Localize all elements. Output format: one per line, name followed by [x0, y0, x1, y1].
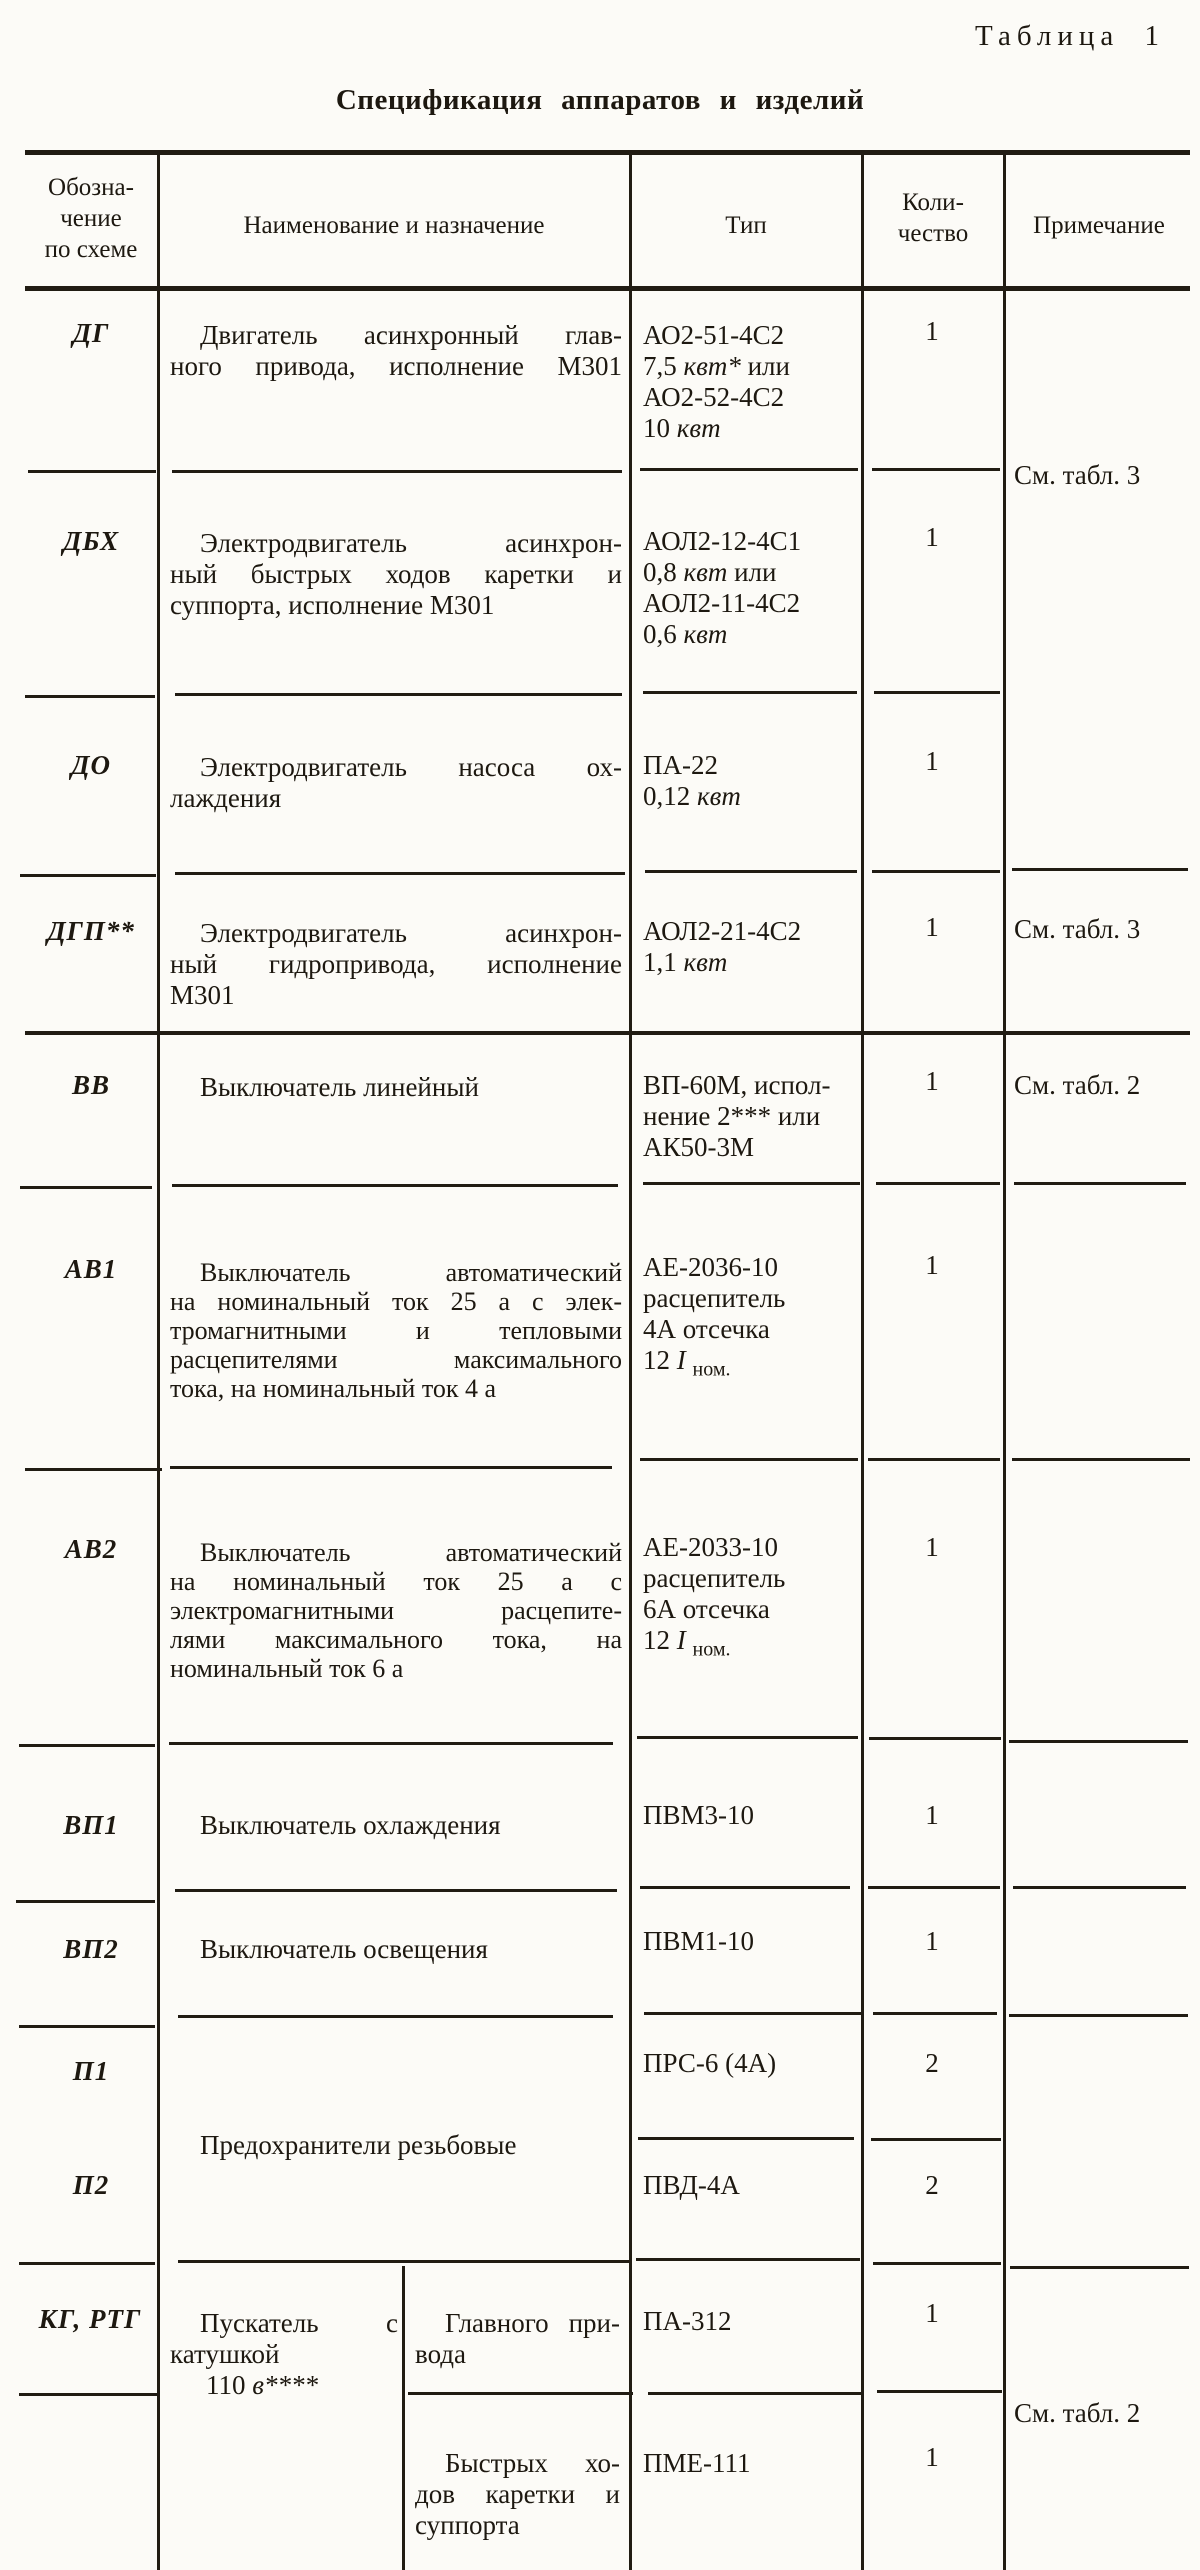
- row-separator: [645, 870, 857, 873]
- name-line: на номинальный ток 25 а с: [170, 1567, 622, 1596]
- type-cell: [643, 1532, 855, 1661]
- type-cell: ПА-312: [643, 2306, 732, 2336]
- name-line: Пускатель с: [200, 2308, 398, 2338]
- type-line: [643, 413, 855, 444]
- type-seg: расцепитель: [643, 1283, 786, 1313]
- type-line: [643, 1926, 855, 1957]
- name-line: номинальный ток 6 а: [170, 1654, 404, 1683]
- column-divider-4: [1003, 150, 1006, 2570]
- type-cell: [643, 750, 855, 812]
- type-seg: АК50-3М: [643, 1132, 755, 1162]
- designation-cell: ВП1: [63, 1810, 119, 1840]
- document-title: Спецификация аппаратов и изделий: [335, 84, 865, 116]
- row-separator: [178, 2015, 613, 2018]
- row-separator: [20, 874, 156, 877]
- name-line: ный гидропривода, исполнение: [170, 949, 622, 979]
- designation-cell: КГ, РТГ: [38, 2304, 142, 2334]
- name-cell: [170, 752, 622, 814]
- row-separator: [640, 1886, 850, 1889]
- type-seg: квт: [676, 413, 721, 443]
- header-bottom-border: [25, 286, 1190, 291]
- row-separator: [25, 1468, 162, 1471]
- row-separator: [640, 1458, 858, 1461]
- designation-cell: П1: [72, 2056, 110, 2086]
- type-line: [643, 1563, 855, 1594]
- type-subscript: ном.: [692, 1358, 731, 1381]
- row-separator: [20, 1186, 152, 1189]
- type-seg: ВП-60М, испол-: [643, 1070, 831, 1100]
- column-header-type: Тип: [725, 212, 767, 239]
- designation-cell: ВВ: [71, 1070, 111, 1100]
- type-line: [643, 1594, 855, 1625]
- name-line: на номинальный ток 25 а с элек-: [170, 1287, 622, 1316]
- name-line: Выключатель автоматический: [200, 1538, 622, 1567]
- name-line: Выключатель автоматический: [200, 1258, 622, 1287]
- name-line: Быстрых хо-: [445, 2448, 620, 2478]
- row-separator: [638, 2137, 854, 2140]
- type-line: [643, 1101, 855, 1132]
- type-seg: квт: [683, 619, 728, 649]
- type-seg: I: [676, 1625, 686, 1655]
- type-seg: или: [727, 557, 777, 587]
- row-separator: [175, 1889, 617, 1892]
- type-seg: 10: [643, 413, 677, 443]
- row-separator: [869, 1737, 1001, 1740]
- row-separator: [178, 2260, 629, 2263]
- name-line: ного привода, исполнение М301: [170, 351, 622, 381]
- designation-cell: АВ2: [64, 1534, 118, 1564]
- name-cell: [170, 1258, 622, 1403]
- column-header-name: Наименование и назначение: [243, 212, 545, 239]
- type-cell: [643, 1070, 855, 1163]
- type-seg: квт: [697, 781, 741, 811]
- type-cell: [643, 1926, 855, 1957]
- name-line: лями максимального тока, на: [170, 1625, 622, 1654]
- type-line: [643, 619, 855, 650]
- type-seg: квт: [683, 947, 728, 977]
- quantity-cell: 1: [925, 2298, 939, 2328]
- type-seg: ПВМ3-10: [643, 1800, 755, 1830]
- name-cell: [170, 2308, 398, 2401]
- type-line: [643, 781, 855, 812]
- note-cell: См. табл. 3: [1014, 914, 1141, 944]
- type-seg: АОЛ2-21-4С2: [643, 916, 802, 946]
- name-cell: [170, 1538, 622, 1683]
- type-line: [643, 916, 855, 947]
- type-seg: АО2-51-4С2: [643, 320, 785, 350]
- type-seg: АЕ-2036-10: [643, 1252, 778, 1282]
- row-separator: [408, 2392, 633, 2395]
- type-line: [643, 1532, 855, 1563]
- sub-name-cell: [415, 2448, 620, 2541]
- name-line: суппорта, исполнение М301: [170, 590, 495, 620]
- row-separator: [877, 2390, 1002, 2393]
- type-line: [643, 1314, 855, 1345]
- designation-cell: П2: [72, 2170, 110, 2200]
- type-line: [643, 557, 855, 588]
- header-line: Коли-: [902, 189, 964, 216]
- row-separator: [871, 2138, 1001, 2141]
- type-seg: расцепитель: [643, 1563, 786, 1593]
- type-line: [643, 1070, 855, 1101]
- name-line: тромагнитными и тепловыми: [170, 1316, 622, 1345]
- column-header-quantity: [864, 187, 1002, 249]
- row-separator: [169, 1742, 613, 1745]
- type-line: [643, 1625, 855, 1661]
- type-seg: 4А отсечка: [643, 1314, 770, 1344]
- row-separator: [1010, 2266, 1189, 2269]
- type-line: [643, 947, 855, 978]
- type-line: [643, 1345, 855, 1381]
- type-seg: 0,6: [643, 619, 684, 649]
- row-separator: [872, 870, 1000, 873]
- name-seg: 110: [206, 2370, 253, 2400]
- row-separator: [868, 1458, 1000, 1461]
- type-line: [643, 526, 855, 557]
- row-separator: [1013, 1886, 1186, 1889]
- row-separator: [170, 1466, 612, 1469]
- row-separator: [876, 1182, 1000, 1185]
- table-number-label: Таблица 1: [974, 20, 1166, 52]
- column-header-designation: [25, 172, 157, 265]
- type-cell: ПМЕ-111: [643, 2448, 751, 2478]
- name-line: Двигатель асинхронный глав-: [200, 320, 622, 350]
- row-separator: [28, 470, 156, 473]
- row-separator: [637, 1736, 858, 1739]
- type-line: [643, 382, 855, 413]
- quantity-cell: 1: [925, 1800, 939, 1830]
- header-line: Обозна-: [48, 174, 134, 201]
- name-line: Предохранители резьбовые: [200, 2130, 517, 2160]
- type-line: [643, 351, 855, 382]
- name-cell: [170, 918, 622, 1011]
- column-header-note: Примечание: [1033, 212, 1165, 239]
- row-separator: [172, 1184, 618, 1187]
- type-line: [643, 1252, 855, 1283]
- sub-name-cell: [415, 2308, 620, 2370]
- name-line: Главного при-: [445, 2308, 620, 2338]
- name-cell: [170, 320, 622, 382]
- name-line: Электродвигатель насоса ох-: [200, 752, 622, 782]
- type-seg: 12: [643, 1625, 677, 1655]
- header-line: чество: [897, 220, 969, 247]
- name-line: ный быстрых ходов каретки и: [170, 559, 622, 589]
- type-seg: квт: [683, 557, 728, 587]
- note-cell: См. табл. 3: [1014, 460, 1141, 490]
- row-separator: [648, 2392, 863, 2395]
- type-cell: [643, 526, 855, 650]
- quantity-cell: 1: [925, 912, 939, 942]
- name-line: лаждения: [170, 783, 282, 813]
- quantity-cell: 1: [925, 1926, 939, 1956]
- designation-cell: ВП2: [63, 1934, 119, 1964]
- note-cell: См. табл. 2: [1014, 1070, 1141, 1100]
- name-seg: в****: [252, 2370, 318, 2400]
- row-separator: [636, 2258, 860, 2261]
- quantity-cell: 2: [925, 2048, 939, 2078]
- name-cell: [170, 1072, 622, 1103]
- type-line: [643, 320, 855, 351]
- designation-cell: АВ1: [64, 1254, 118, 1284]
- designation-cell: ДБХ: [62, 526, 120, 556]
- type-seg: ПВМ1-10: [643, 1926, 755, 1956]
- name-cell: [170, 528, 622, 621]
- name-line: М301: [170, 980, 235, 1010]
- row-separator: [19, 2393, 159, 2396]
- name-line: Выключатель линейный: [200, 1072, 479, 1102]
- name-line: электромагнитными расцепите-: [170, 1596, 622, 1625]
- type-seg: АОЛ2-11-4С2: [643, 588, 801, 618]
- type-seg: I: [676, 1345, 686, 1375]
- name-line: Выключатель охлаждения: [200, 1810, 501, 1840]
- row-separator: [25, 695, 155, 698]
- row-separator: [873, 2012, 997, 2015]
- type-cell: ПВД-4А: [643, 2170, 740, 2200]
- section-divider: [25, 1031, 1190, 1035]
- note-cell: См. табл. 2: [1014, 2398, 1141, 2428]
- row-separator: [19, 2262, 155, 2265]
- designation-cell: ДО: [71, 750, 111, 780]
- type-line: [643, 1132, 855, 1163]
- name-line: вода: [415, 2339, 467, 2369]
- type-cell: ПРС-6 (4А): [643, 2048, 777, 2078]
- type-seg: 7,5: [643, 351, 684, 381]
- header-line: по схеме: [44, 236, 138, 263]
- quantity-cell: 2: [925, 2170, 939, 2200]
- type-seg: 6А отсечка: [643, 1594, 770, 1624]
- type-seg: 12: [643, 1345, 677, 1375]
- type-cell: [643, 320, 855, 444]
- name-line: тока, на номинальный ток 4 а: [170, 1374, 497, 1403]
- type-seg: квт*: [683, 351, 741, 381]
- row-separator: [1012, 1458, 1190, 1461]
- type-cell: [643, 1800, 855, 1831]
- name-line: дов каретки и: [415, 2479, 620, 2509]
- type-seg: 1,1: [643, 947, 684, 977]
- row-separator: [868, 1886, 1000, 1889]
- row-separator: [16, 1900, 155, 1903]
- quantity-cell: 1: [925, 2442, 939, 2472]
- quantity-cell: 1: [925, 1250, 939, 1280]
- row-separator: [175, 872, 625, 875]
- quantity-cell: 1: [925, 316, 939, 346]
- name-cell: [170, 2130, 622, 2161]
- type-seg: 0,8: [643, 557, 684, 587]
- quantity-cell: 1: [925, 1066, 939, 1096]
- row-separator: [19, 2025, 155, 2028]
- column-divider-3: [861, 150, 864, 2570]
- row-separator: [640, 468, 858, 471]
- type-seg: или: [740, 351, 790, 381]
- name-cell: [170, 1810, 622, 1841]
- name-line: Электродвигатель асинхрон-: [200, 528, 622, 558]
- row-separator: [19, 1744, 155, 1747]
- row-separator: [644, 2012, 861, 2015]
- row-separator: [1012, 868, 1188, 871]
- type-seg: 0,12: [643, 781, 697, 811]
- type-seg: АО2-52-4С2: [643, 382, 785, 412]
- row-separator: [175, 693, 622, 696]
- type-seg: ПА-22: [643, 750, 718, 780]
- row-separator: [874, 691, 1000, 694]
- name-line: [170, 2370, 398, 2401]
- row-separator: [643, 691, 857, 694]
- row-separator: [1009, 2014, 1188, 2017]
- name-line: Электродвигатель асинхрон-: [200, 918, 622, 948]
- name-line: суппорта: [415, 2510, 520, 2540]
- type-cell: [643, 916, 855, 978]
- type-line: [643, 588, 855, 619]
- type-cell: [643, 1252, 855, 1381]
- name-line: Выключатель освещения: [200, 1934, 488, 1964]
- designation-cell: ДГП**: [47, 916, 135, 946]
- row-separator: [643, 1182, 860, 1185]
- type-seg: АОЛ2-12-4С1: [643, 526, 802, 556]
- type-seg: нение 2*** или: [643, 1101, 821, 1131]
- type-line: [643, 1800, 855, 1831]
- name-cell: [170, 1934, 622, 1965]
- quantity-cell: 1: [925, 746, 939, 776]
- table-top-border: [25, 150, 1190, 155]
- row-separator: [1014, 1182, 1186, 1185]
- column-divider-2: [629, 150, 632, 2570]
- name-line: расцепителями максимального: [170, 1345, 622, 1374]
- type-subscript: ном.: [692, 1638, 731, 1661]
- quantity-cell: 1: [925, 1532, 939, 1562]
- inner-column-divider: [402, 2266, 405, 2570]
- name-line: катушкой: [170, 2339, 280, 2369]
- column-divider-1: [157, 150, 160, 2570]
- header-line: чение: [60, 205, 122, 232]
- row-separator: [872, 468, 1000, 471]
- row-separator: [873, 2262, 1001, 2265]
- quantity-cell: 1: [925, 522, 939, 552]
- row-separator: [1009, 1740, 1188, 1743]
- type-line: [643, 1283, 855, 1314]
- designation-cell: ДГ: [72, 318, 110, 348]
- row-separator: [172, 470, 622, 473]
- type-seg: АЕ-2033-10: [643, 1532, 778, 1562]
- type-line: [643, 750, 855, 781]
